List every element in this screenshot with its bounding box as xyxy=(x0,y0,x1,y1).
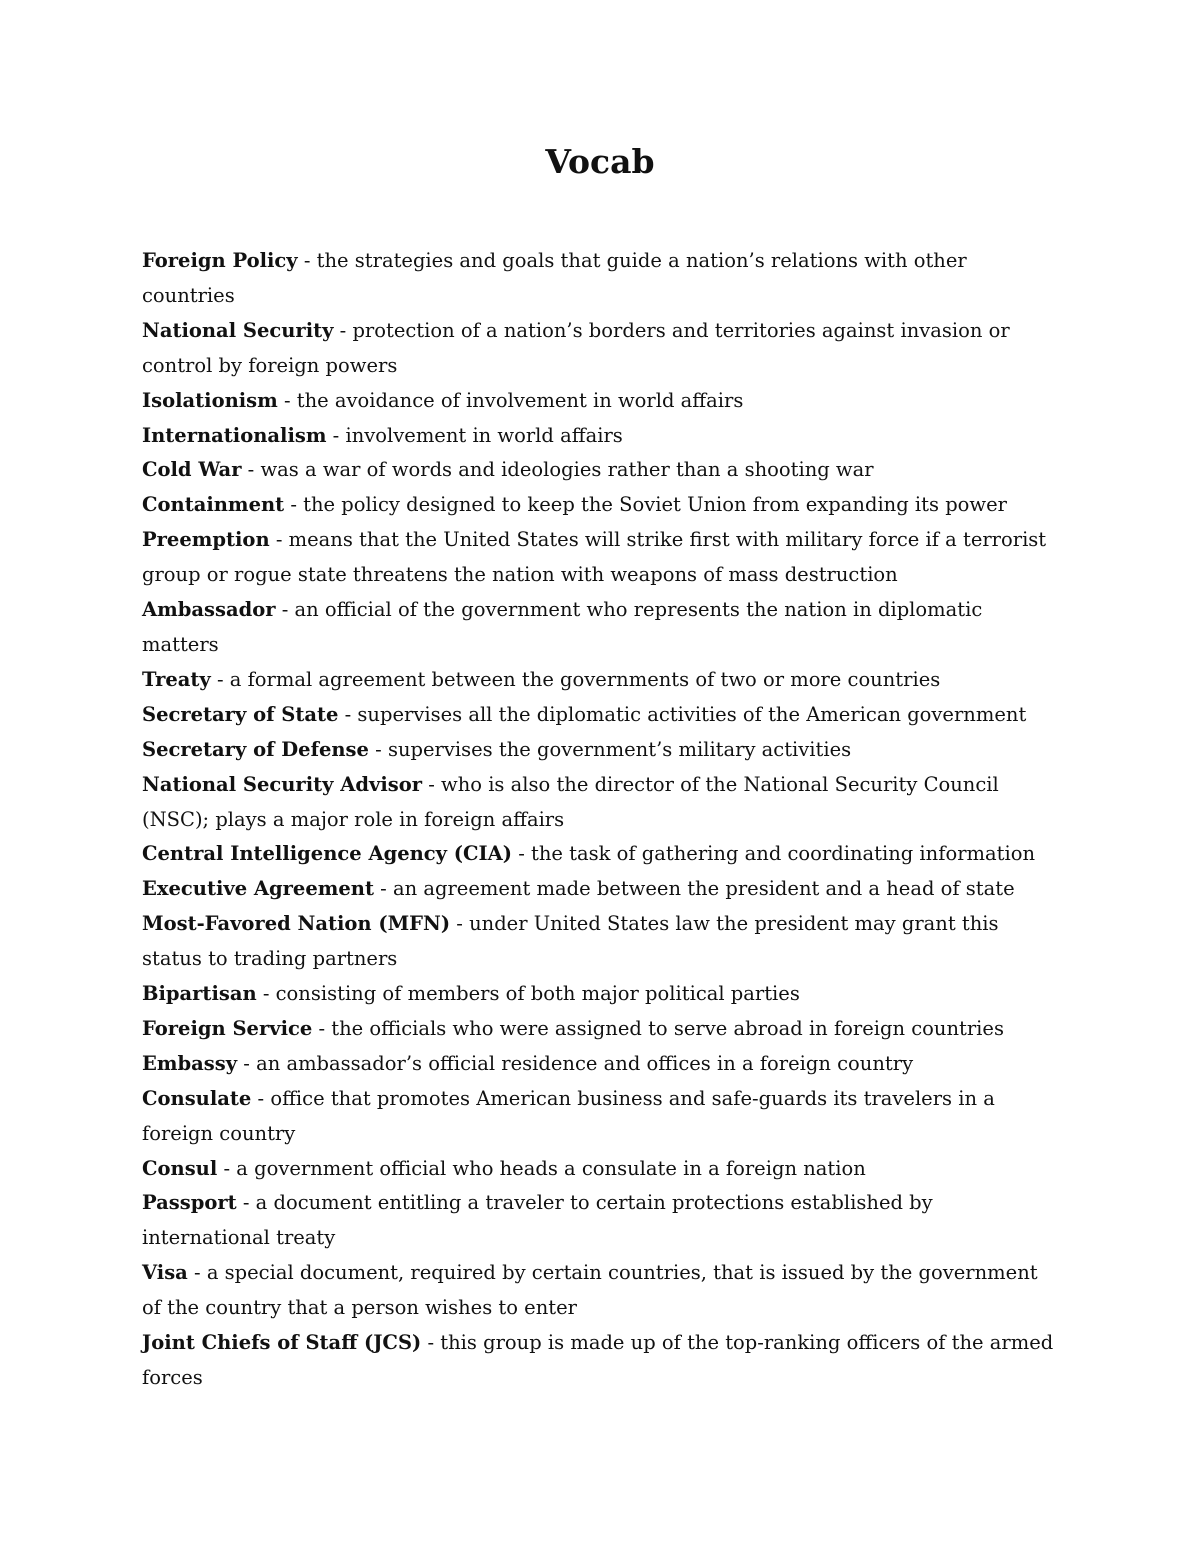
vocab-entry xyxy=(142,523,1062,593)
term-separator: - xyxy=(217,1156,237,1180)
term-separator: - xyxy=(277,388,297,412)
vocab-definition: under United States law the president may grant this status to trading partners xyxy=(142,912,999,971)
vocab-term: Consulate xyxy=(142,1086,252,1110)
vocab-term: Embassy xyxy=(142,1051,238,1075)
vocab-entry xyxy=(142,1186,1062,1256)
vocab-entry xyxy=(142,663,1062,698)
vocab-definition: who is also the director of the National Security Council (NSC); plays a major role in foreign affairs xyxy=(142,772,999,831)
term-separator: - xyxy=(210,667,230,691)
vocab-term: Foreign Policy xyxy=(142,249,298,272)
term-separator: - xyxy=(450,912,470,936)
vocab-entry xyxy=(142,1326,1062,1396)
vocab-definition: the task of gathering and coordinating information xyxy=(531,842,1035,866)
vocab-entry xyxy=(142,1047,1062,1082)
vocab-definition: involvement in world affairs xyxy=(345,423,623,447)
vocab-definition: a document entitling a traveler to certain protections established by international treaty xyxy=(142,1191,933,1250)
vocab-definition: an official of the government who represents the nation in diplomatic matters xyxy=(142,598,983,656)
term-separator: - xyxy=(326,423,346,447)
vocab-term: Passport xyxy=(142,1191,237,1215)
vocab-entry xyxy=(142,384,1062,419)
vocab-term: Foreign Service xyxy=(142,1016,313,1040)
term-separator: - xyxy=(422,772,441,796)
vocab-term: National Security Advisor xyxy=(142,772,422,796)
vocab-entry xyxy=(142,733,1062,768)
term-separator: - xyxy=(241,458,261,482)
vocab-definition: means that the United States will strike first with military force if a terrorist group or rogue state threatens the nation with weapons of mass destruction xyxy=(142,528,1047,587)
vocab-term: Containment xyxy=(142,493,285,517)
term-separator: - xyxy=(368,737,388,761)
vocab-entry xyxy=(142,698,1062,733)
vocab-term: Executive Agreement xyxy=(142,877,374,901)
vocab-term: Most-Favored Nation (MFN) xyxy=(142,912,451,936)
term-separator: - xyxy=(312,1016,332,1040)
vocab-term: Joint Chiefs of Staff (JCS) xyxy=(142,1331,422,1355)
term-separator: - xyxy=(236,1191,256,1215)
vocab-entry xyxy=(142,244,1062,314)
vocab-definition: the officials who were assigned to serve abroad in foreign countries xyxy=(331,1016,1004,1040)
term-separator: - xyxy=(421,1331,441,1355)
vocab-term: Ambassador xyxy=(142,598,276,622)
vocab-definition: the policy designed to keep the Soviet Union from expanding its power xyxy=(303,493,1007,517)
vocab-entry xyxy=(142,1256,1062,1326)
vocab-term: Secretary of State xyxy=(142,702,339,726)
vocab-term: Isolationism xyxy=(142,388,278,412)
vocab-entry xyxy=(142,419,1062,454)
vocab-definition: was a war of words and ideologies rather than a shooting war xyxy=(260,458,874,482)
vocab-entry xyxy=(142,872,1062,907)
vocab-term: Consul xyxy=(142,1156,218,1180)
vocab-entry xyxy=(142,977,1062,1012)
vocab-definition: consisting of members of both major political parties xyxy=(275,982,800,1006)
vocab-term: Preemption xyxy=(142,528,270,552)
vocab-entry xyxy=(142,837,1062,872)
term-separator: - xyxy=(373,877,393,901)
vocab-entry xyxy=(142,488,1062,523)
term-separator: - xyxy=(297,249,317,272)
term-separator: - xyxy=(269,528,289,552)
vocab-definition: the strategies and goals that guide a nation’s relations with other countries xyxy=(142,249,967,307)
vocab-definition: a special document, required by certain countries, that is issued by the government of the country that a person wishes to enter xyxy=(142,1261,1038,1320)
vocab-definition: an agreement made between the president and a head of state xyxy=(392,877,1015,901)
vocab-term: Treaty xyxy=(142,667,211,691)
vocab-term: National Security xyxy=(142,318,334,342)
vocab-list xyxy=(142,244,1062,1396)
vocab-definition: a government official who heads a consulate in a foreign nation xyxy=(236,1156,866,1180)
document-title: Vocab xyxy=(545,142,655,181)
vocab-definition: protection of a nation’s borders and territories against invasion or control by foreign powers xyxy=(142,318,1010,377)
vocab-entry xyxy=(142,907,1062,977)
vocab-entry xyxy=(142,768,1062,838)
vocab-term: Cold War xyxy=(142,458,242,482)
vocab-entry xyxy=(142,1012,1062,1047)
vocab-term: Internationalism xyxy=(142,423,327,447)
term-separator: - xyxy=(187,1261,207,1285)
vocab-definition: this group is made up of the top-ranking officers of the armed forces xyxy=(142,1331,1054,1389)
vocab-definition: an ambassador’s official residence and offices in a foreign country xyxy=(256,1051,914,1075)
term-separator: - xyxy=(338,702,358,726)
vocab-term: Bipartisan xyxy=(142,982,257,1006)
term-separator: - xyxy=(251,1086,271,1110)
term-separator: - xyxy=(512,842,532,866)
vocab-entry xyxy=(142,314,1062,384)
vocab-entry xyxy=(142,1152,1062,1187)
vocab-definition: a formal agreement between the governments of two or more countries xyxy=(229,667,941,691)
term-separator: - xyxy=(237,1051,257,1075)
vocab-term: Secretary of Defense xyxy=(142,737,369,761)
term-separator: - xyxy=(333,318,353,342)
vocab-term: Central Intelligence Agency (CIA) xyxy=(142,842,513,866)
term-separator: - xyxy=(275,598,295,622)
vocab-term: Visa xyxy=(142,1261,188,1285)
term-separator: - xyxy=(256,982,276,1006)
term-separator: - xyxy=(284,493,304,517)
vocab-definition: the avoidance of involvement in world affairs xyxy=(296,388,744,412)
vocab-entry xyxy=(142,593,1062,663)
vocab-definition: office that promotes American business and safe-guards its travelers in a foreign country xyxy=(142,1086,995,1145)
vocab-definition: supervises the government’s military activities xyxy=(387,737,852,761)
vocab-entry xyxy=(142,453,1062,488)
vocab-entry xyxy=(142,1082,1062,1152)
vocab-definition: supervises all the diplomatic activities of the American government xyxy=(357,702,1027,726)
